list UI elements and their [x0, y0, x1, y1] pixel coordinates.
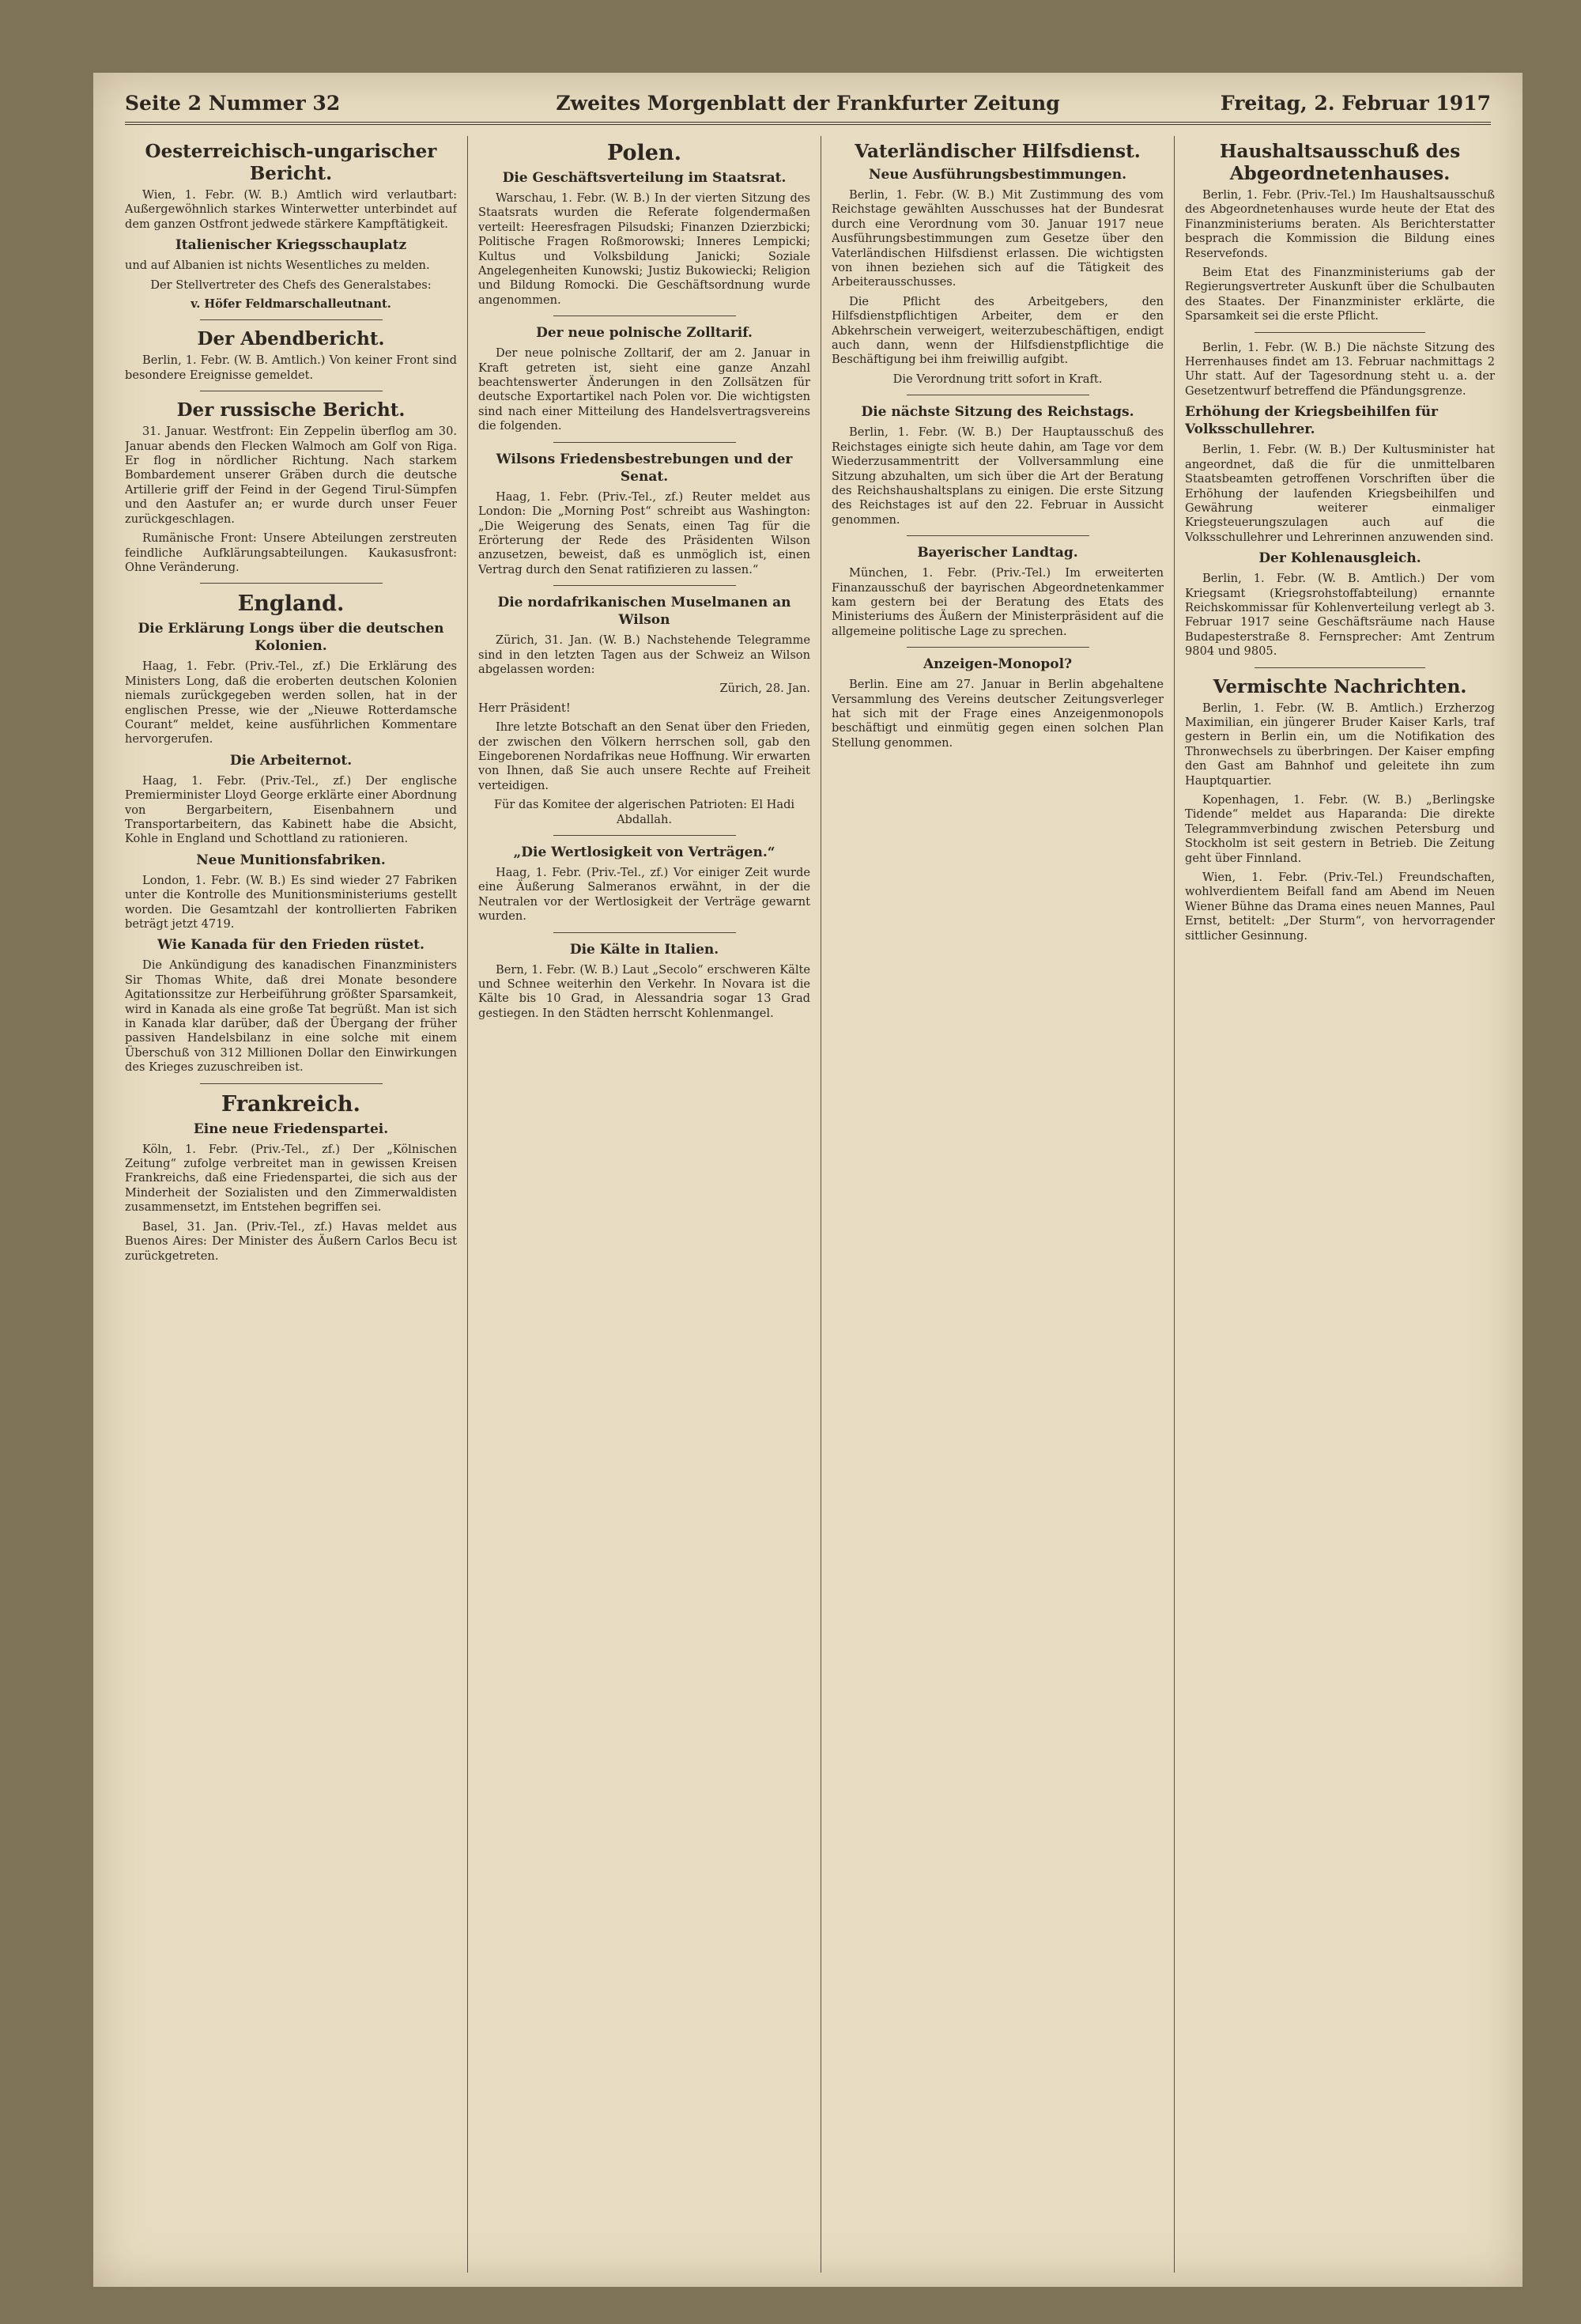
article-text: Warschau, 1. Febr. (W. B.) In der vierten Sitzung des Staatsrats wurden die Referate folgendermaßen verteilt: Heeresfragen Pilsudski; Finanzen Dzierzbicki; Politische Fragen Roßmorowski; Inneres Lempicki; Kultus und Volksbildung Janicki; Soziale Angelegenheiten Kunowski; Justiz Bukowiecki; Religion und Bildung Romocki. Die Geschäftsordnung wurde angenommen. [478, 191, 810, 307]
subheading: Anzeigen-Monopol? [923, 656, 1073, 673]
article-text: Die Verordnung tritt sofort in Kraft. [892, 372, 1103, 386]
section-divider [1255, 332, 1425, 333]
article-text: Rumänische Front: Unsere Abteilungen zerstreuten feindliche Aufklärungsabteilungen. Kaukasusfront: Ohne Veränderung. [125, 531, 457, 574]
heading-france: Frankreich. [221, 1091, 360, 1117]
subheading: Der Kohlenausgleich. [1258, 550, 1421, 567]
article-text: Berlin, 1. Febr. (Priv.-Tel.) Im Haushaltsausschuß des Abgeordnetenhauses wurde heute der Etat des Finanzministeriums beraten. Als Berichterstatter besprach die Kommission die Bildung eines Reservefonds. [1185, 188, 1495, 260]
article-text: Berlin, 1. Febr. (W. B. Amtlich.) Von keiner Front sind besondere Ereignisse gemeldet. [125, 353, 457, 382]
publication-title: Zweites Morgenblatt der Frankfurter Zeitung [556, 92, 1060, 115]
subheading: Eine neue Friedenspartei. [193, 1120, 389, 1137]
section-divider [907, 535, 1089, 536]
subheading: Wilsons Friedensbestrebungen und der Senat. [496, 451, 793, 485]
section-divider [553, 835, 736, 836]
article-text: Berlin, 1. Febr. (W. B.) Der Hauptausschuß des Reichstages einigte sich heute dahin, am Tage vor dem Wiederzusammentritt der Vollversammlung eine Sitzung abzuhalten, um sich über die Art der Beratung des Reichshaushaltsplans zu einigen. Die erste Sitzung des Reichstages ist auf den 22. Februar in Aussicht genommen. [832, 425, 1164, 527]
column-4 [1185, 136, 1495, 2273]
article-text: Berlin, 1. Febr. (W. B. Amtlich.) Erzherzog Maximilian, ein jüngerer Bruder Kaiser Karls, traf gestern in Berlin ein, um die Notifikation des Thronwechsels zu überbringen. Der Kaiser empfing den Gast am Bahnhof und geleitete ihn zum Hauptquartier. [1185, 701, 1495, 788]
subheading: Wie Kanada für den Frieden rüstet. [157, 937, 424, 954]
subheading: Der neue polnische Zolltarif. [536, 325, 753, 342]
column-rule [467, 136, 468, 2273]
article-text: Berlin. Eine am 27. Januar in Berlin abgehaltene Versammlung des Vereins deutscher Zeitungsverleger hat sich mit der Frage eines Anzeigenmonopols beschäftigt und einmütig gegen einen solchen Plan Stellung genommen. [832, 678, 1164, 750]
subheading: Die nordafrikanischen Muselmanen an Wilson [497, 595, 791, 629]
article-text: Wien, 1. Febr. (W. B.) Amtlich wird verlautbart: Außergewöhnlich starkes Winterwetter unterbindet auf dem ganzen Ostfront jedwede stärkere Kampftätigkeit. [125, 188, 457, 231]
article-text: Köln, 1. Febr. (Priv.-Tel., zf.) Der „Kölnischen Zeitung“ zufolge verbreitet man in gewissen Kreisen Frankreichs, daß eine Friedenspartei, die sich aus der Minderheit der Sozialisten und den Zimmerwaldisten zusammensetzt, im Entstehen begriffen sei. [125, 1142, 457, 1215]
article-text: Berlin, 1. Febr. (W. B.) Mit Zustimmung des vom Reichstage gewählten Ausschusses hat der Bundesrat durch eine Verordnung vom 30. Januar 1917 neue Ausführungsbestimmungen zum Gesetze über den Vaterländischen Hilfsdienst erlassen. Die wichtigsten von ihnen beziehen sich auf die Tätigkeit des Arbeiterausschusses. [832, 188, 1164, 289]
signature-name: v. Höfer Feldmarschalleutnant. [191, 297, 391, 312]
subheading: Italienischer Kriegsschauplatz [175, 237, 407, 254]
subheading: Die nächste Sitzung des Reichstags. [861, 404, 1134, 421]
article-text: Kopenhagen, 1. Febr. (W. B.) „Berlingske Tidende“ meldet aus Haparanda: Die direkte Telegrammverbindung zwischen Petersburg und Stockholm ist seit gestern in Betrieb. Die Zeitung geht über Finnland. [1185, 793, 1495, 865]
article-text: Die Pflicht des Arbeitgebers, den Hilfsdienstpflichtigen Arbeiter, dem er den Abkehrschein verweigert, weiterzubeschäftigen, endigt auch dann, wenn der Hilfsdienstpflichtige die Beschäftigung bei ihm freiwillig aufgibt. [832, 294, 1164, 367]
article-text: Die Ankündigung des kanadischen Finanzministers Sir Thomas White, daß drei Monate besondere Agitationssitze zur Herbeiführung größter Sparsamkeit, wird in Kanada als eine große Tat begrüßt. Man ist sich in Kanada klar darüber, daß der Übergang der früher passiven Handelsbilanz in eine solche mit einem Überschuß von 312 Millionen Dollar den Einwirkungen des Krieges zuzuschreiben ist. [125, 958, 457, 1075]
section-divider [200, 1083, 383, 1084]
article-text: und auf Albanien ist nichts Wesentliches zu melden. [125, 259, 430, 273]
dateline: Zürich, 28. Jan. [719, 682, 810, 696]
article-text: London, 1. Febr. (W. B.) Es sind wieder 27 Fabriken unter die Kontrolle des Munitionsministeriums gestellt worden. Die Gesamtzahl der kontrollierten Fabriken beträgt jetzt 4719. [125, 873, 457, 931]
subheading: Neue Munitionsfabriken. [196, 852, 386, 868]
section-divider [200, 319, 383, 320]
article-text: Ihre letzte Botschaft an den Senat über den Frieden, der zwischen den Völkern herrschen soll, gab den Eingeborenen Nordafrikas neue Hoffnung. Wir erwarten von Ihnen, daß Sie auch unsere Rechte auf Freiheit verteidigen. [478, 720, 810, 792]
subheading: Die Erklärung Longs über die deutschen Kolonien. [138, 621, 444, 655]
heading-evening-report: Der Abendbericht. [197, 328, 385, 350]
subheading: Die Kälte in Italien. [569, 941, 719, 958]
section-divider [1255, 667, 1425, 668]
page-number: Seite 2 Nummer 32 [125, 92, 341, 115]
article-text: Haag, 1. Febr. (Priv.-Tel., zf.) Reuter meldet aus London: Die „Morning Post“ schreibt aus Washington: „Die Weigerung des Senats, einen Tag für die Erörterung der Rede des Präsidenten Wilson anzusetzen, beweist, daß es unmöglich ist, einen Vertrag durch den Senat ratifizieren zu lassen.“ [478, 489, 810, 576]
section-divider [553, 585, 736, 586]
heading-austria-report: Oesterreichisch-ungarischer Bericht. [145, 141, 437, 184]
subheading: Die Geschäftsverteilung im Staatsrat. [502, 170, 787, 186]
section-divider [907, 647, 1089, 648]
signature-line: Der Stellvertreter des Chefs des Generalstabes: [150, 278, 432, 292]
article-text: Haag, 1. Febr. (Priv.-Tel., zf.) Vor einiger Zeit wurde eine Äußerung Salmeranos erwähnt, in der die Neutralen vor der Wertlosigkeit der Verträge gewarnt wurden. [478, 866, 810, 924]
column-rule [1174, 136, 1175, 2273]
subheading: „Die Wertlosigkeit von Verträgen.“ [513, 845, 775, 860]
section-divider [553, 442, 736, 443]
heading-hilfsdienst: Vaterländischer Hilfsdienst. [855, 141, 1141, 162]
article-text: München, 1. Febr. (Priv.-Tel.) Im erweiterten Finanzausschuß der bayrischen Abgeordnetenkammer kam gestern bei der Beratung des Etats des Ministeriums des Äußern der Ministerpräsident auf die allgemeine politische Lage zu sprechen. [832, 566, 1164, 638]
subheading: Bayerischer Landtag. [917, 545, 1078, 561]
signature-line: Für das Komitee der algerischen Patrioten: El Hadi Abdallah. [493, 798, 795, 826]
masthead [125, 87, 1491, 125]
subheading: Die Arbeiternot. [229, 752, 353, 769]
article-text: Basel, 31. Jan. (Priv.-Tel., zf.) Havas meldet aus Buenos Aires: Der Minister des Äußern Carlos Becu ist zurückgetreten. [125, 1219, 457, 1263]
heading-vermischt: Vermischte Nachrichten. [1213, 675, 1467, 697]
column-3 [832, 136, 1164, 2273]
newspaper-page [93, 73, 1523, 2287]
column-1 [125, 136, 457, 2273]
article-text: Wien, 1. Febr. (Priv.-Tel.) Freundschaften, wohlverdientem Beifall fand am Abend im Neuen Wiener Bühne das Drama eines neuen Mannes, Paul Ernst, betitelt: „Der Sturm“, von hervorragender sittlicher Gesinnung. [1185, 871, 1495, 943]
article-text: Beim Etat des Finanzministeriums gab der Regierungsvertreter Auskunft über die Schulbauten des Staates. Der Finanzminister erklärte, die Sparsamkeit sei die erste Pflicht. [1185, 266, 1495, 323]
article-text: Zürich, 31. Jan. (W. B.) Nachstehende Telegramme sind in den letzten Tagen aus der Schweiz an Wilson abgelassen worden: [478, 633, 810, 676]
heading-russian-report: Der russische Bericht. [176, 399, 406, 421]
article-text: Berlin, 1. Febr. (W. B.) Die nächste Sitzung des Herrenhauses findet am 13. Februar nachmittags 2 Uhr statt. Auf der Tagesordnung steht u. a. der Gesetzentwurf betreffend die Pfändungsgrenze. [1185, 340, 1495, 398]
heading-england: England. [237, 591, 345, 617]
salutation: Herr Präsident! [478, 701, 571, 715]
heading-haushalt: Haushaltsausschuß des Abgeordnetenhauses. [1219, 141, 1461, 184]
column-2 [478, 136, 810, 2273]
subheading: Neue Ausführungsbestimmungen. [869, 167, 1126, 183]
article-text: Haag, 1. Febr. (Priv.-Tel., zf.) Der englische Premierminister Lloyd George erklärte einer Abordnung von Bergarbeitern, Eisenbahnern und Transportarbeitern, das Kabinett habe die Absicht, Kohle in England und Schottland zu rationieren. [125, 773, 457, 846]
issue-date: Freitag, 2. Februar 1917 [1220, 92, 1491, 115]
article-text: 31. Januar. Westfront: Ein Zeppelin überflog am 30. Januar abends den Flecken Walmoch am Golf von Riga. Er flog in nördlicher Richtung. Nach starkem Bombardement unserer Gräben durch die deutsche Artillerie griff der Feind in der Gegend Tirul-Sümpfen und den Aastufer an; er wurde durch unser Feuer zurückgeschlagen. [125, 425, 457, 526]
section-divider [200, 583, 383, 584]
subheading: Erhöhung der Kriegsbeihilfen für Volksschullehrer. [1185, 404, 1439, 438]
article-text: Bern, 1. Febr. (W. B.) Laut „Secolo“ erschweren Kälte und Schnee weiterhin den Verkehr. In Novara ist die Kälte bis 10 Grad, in Alessandria sogar 13 Grad gestiegen. In den Städten herrscht Kohlenmangel. [478, 962, 810, 1020]
heading-poland: Polen. [606, 141, 682, 165]
section-divider [553, 932, 736, 933]
article-text: Berlin, 1. Febr. (W. B.) Der Kultusminister hat angeordnet, daß die für die unmittelbaren Staatsbeamten getroffenen Vorschriften über die Erhöhung der laufenden Kriegsbeihilfen und Gewährung weiterer einmaliger Kriegsteuerungszulagen auch auf die Volksschullehrer und Lehrerinnen anzuwenden sind. [1185, 443, 1495, 544]
article-text: Der neue polnische Zolltarif, der am 2. Januar in Kraft getreten ist, sieht eine ganze Anzahl beachtenswerter Änderungen in den Zollsätzen für deutsche Exportartikel nach Polen vor. Die wichtigsten sind nach einer Mitteilung des Handelsvertragsvereins die folgenden. [478, 346, 810, 433]
article-text: Berlin, 1. Febr. (W. B. Amtlich.) Der vom Kriegsamt (Kriegsrohstoffabteilung) ernannte Reichskommissar für Kohlenverteilung verlegt ab 3. Februar 1917 seine Geschäftsräume nach Hause Budapesterstraße 8. Fernsprecher: Amt Zentrum 9804 und 9805. [1185, 572, 1495, 659]
article-text: Haag, 1. Febr. (Priv.-Tel., zf.) Die Erklärung des Ministers Long, daß die eroberten deutschen Kolonien niemals zurückgegeben werden sollen, hat in der englischen Presse, wie der „Nieuwe Rotterdamsche Courant“ meldet, keine ausführlichen Kommentare hervorgerufen. [125, 659, 457, 746]
